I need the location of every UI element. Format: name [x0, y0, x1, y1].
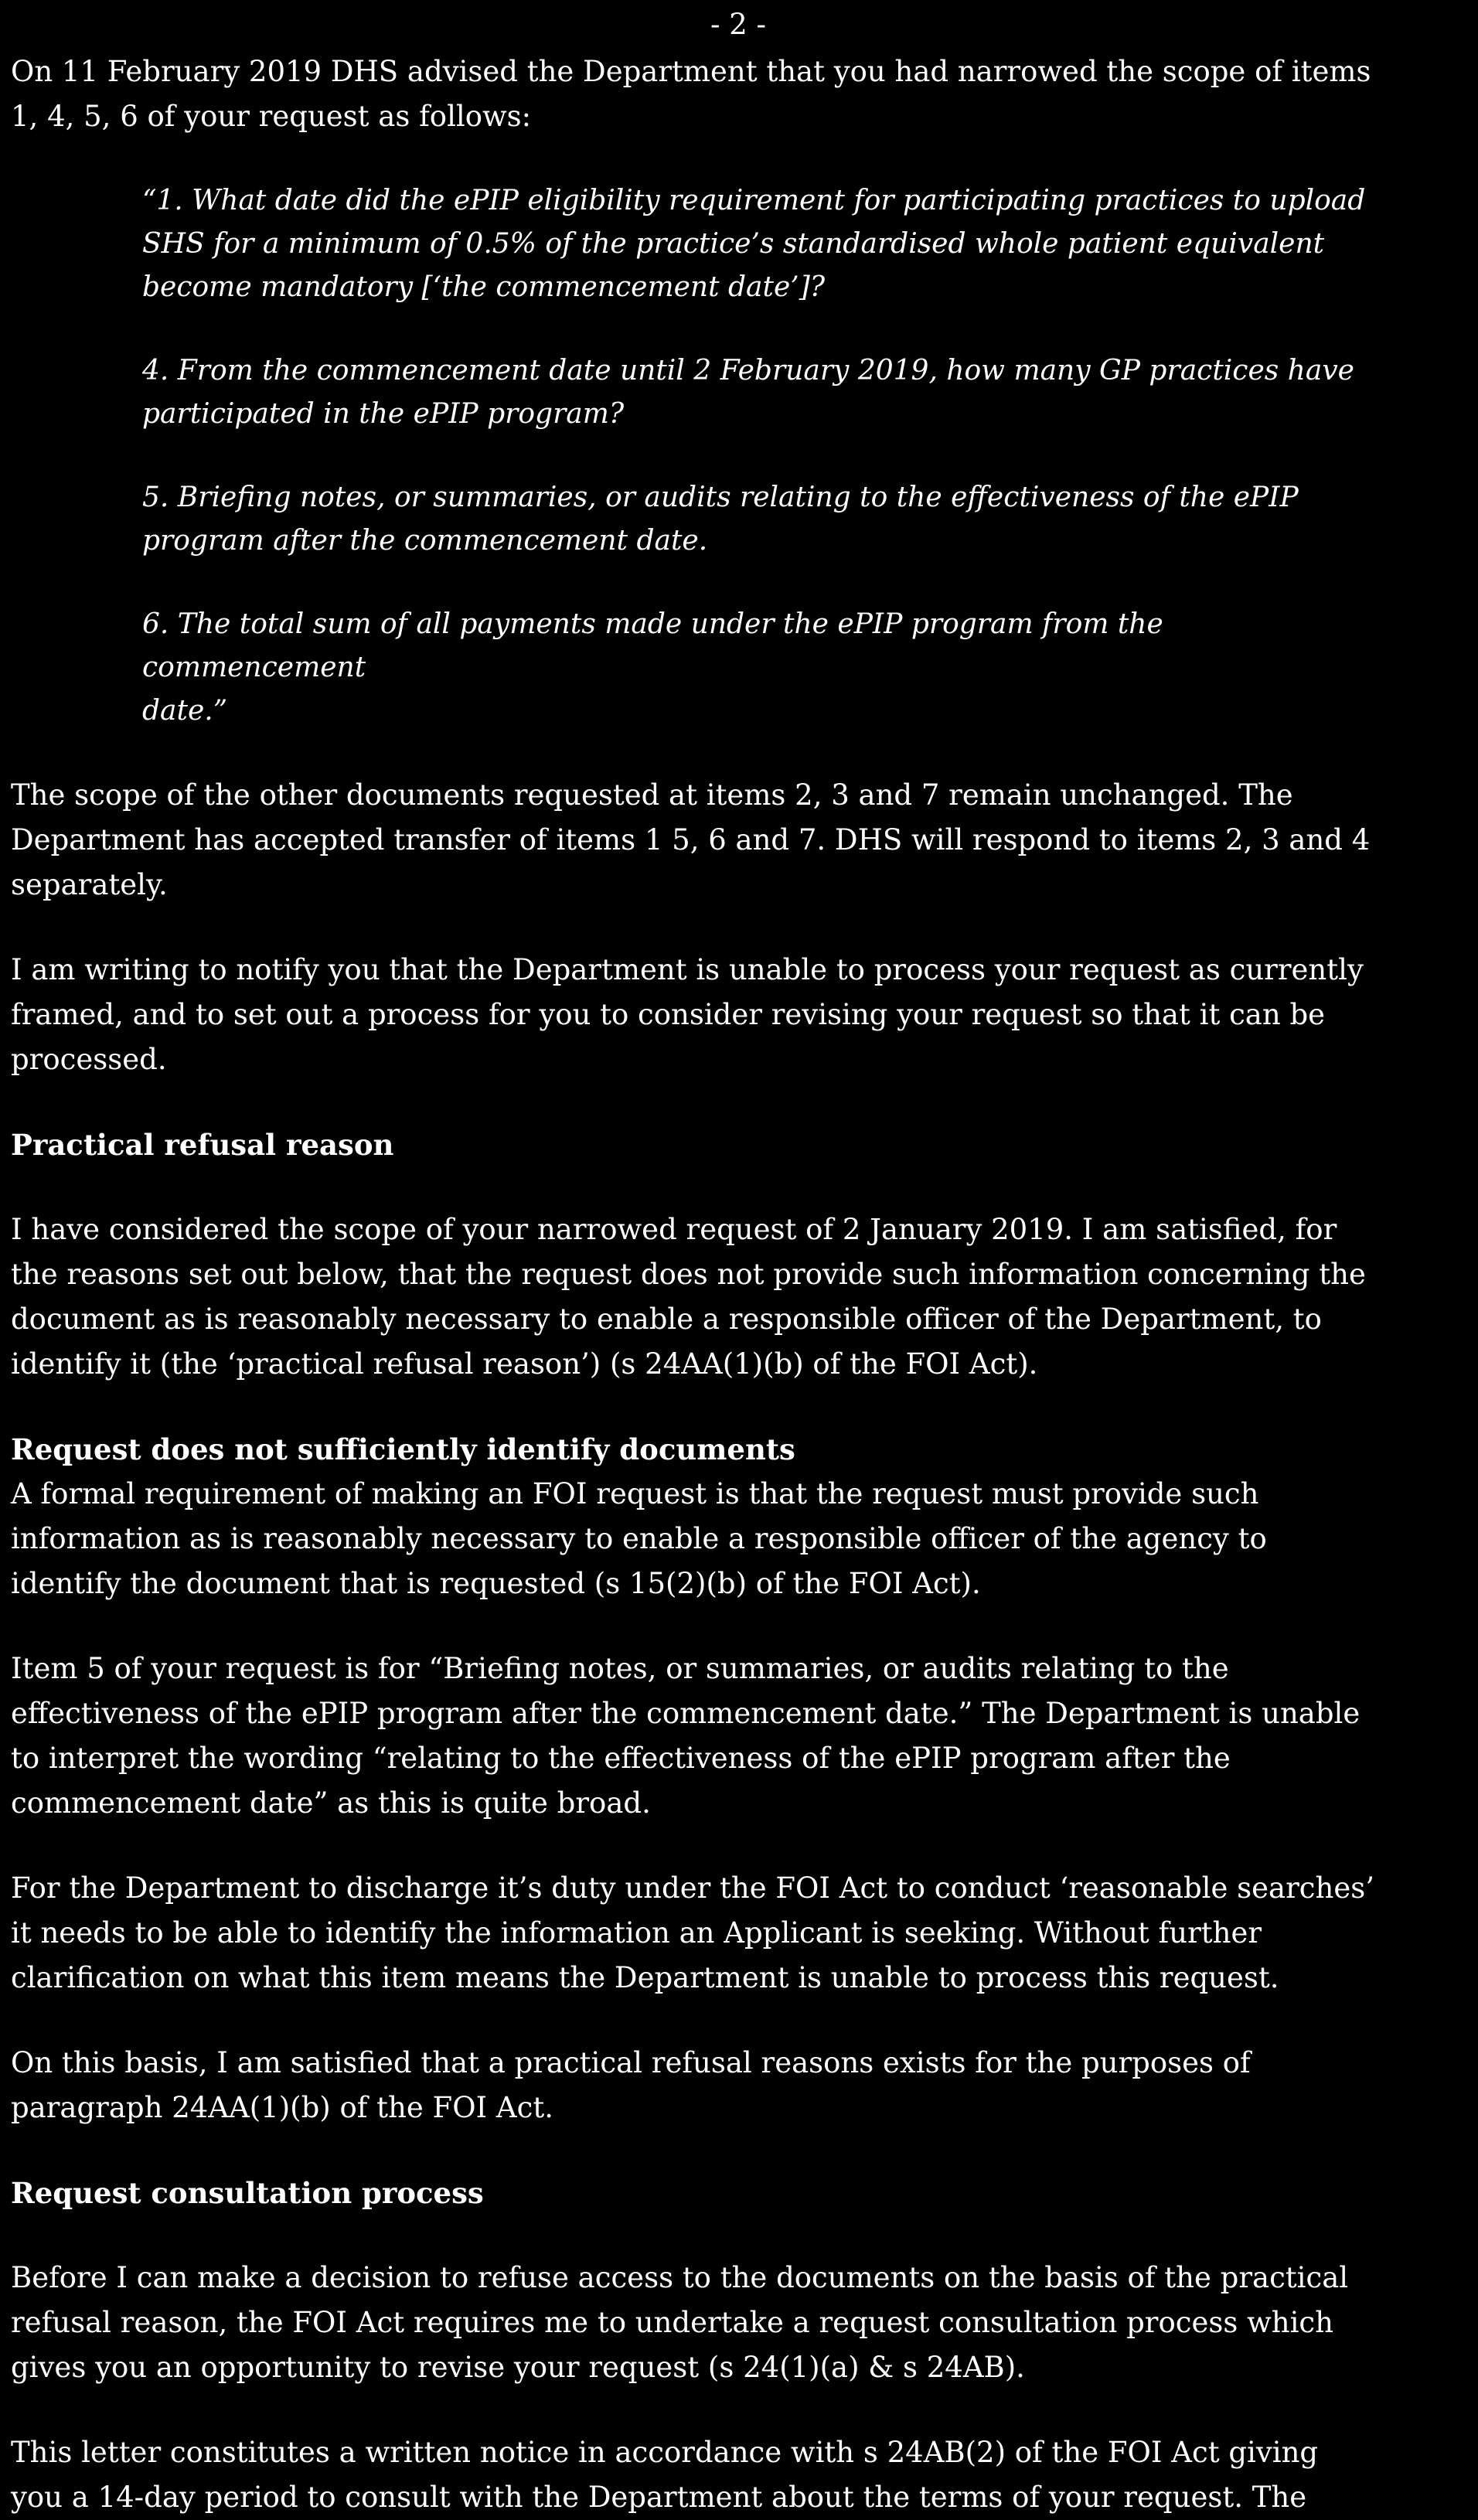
heading-consultation-process: Request consultation process [11, 2176, 484, 2210]
heading-practical-refusal: Practical refusal reason [11, 1128, 394, 1162]
item5-paragraph: Item 5 of your request is for “Briefing notes, or summaries, or audits relating to the effectiveness of the ePIP program after the commencement date.” The Department is unable to interpret the wording “relating to the effectiveness of the ePIP program after the commencement date” as this is quite broad. [11, 1652, 1361, 1820]
intro-paragraph: On 11 February 2019 DHS advised the Department that you had narrowed the scope of items 1, 4, 5, 6 of your request as follows: [11, 55, 1371, 133]
considered-paragraph: I have considered the scope of your narrowed request of 2 January 2019. I am satisfied, for the reasons set out below, that the request does not provide such information concerning the document as is reasonably necessary to enable a responsible officer of the Department, to identify it (the ‘practical refusal reason’) (s 24AA(1)(b) of the FOI Act). [11, 1213, 1366, 1381]
basis-paragraph: On this basis, I am satisfied that a practical refusal reasons exists for the purposes of paragraph 24AA(1)(b) of the FOI Act. [11, 2046, 1251, 2124]
scope-paragraph: The scope of the other documents requested at items 2, 3 and 7 remain unchanged. The Department has accepted transfer of items 1 5, 6 and 7. DHS will respond to items 2, 3 and 4 separately. [11, 778, 1371, 901]
before-paragraph: Before I can make a decision to refuse access to the documents on the basis of the practical refusal reason, the FOI Act requires me to undertake a request consultation process which gives you an opportunity to revise your request (s 24(1)(a) & s 24AB). [11, 2261, 1349, 2384]
written-notice-paragraph: This letter constitutes a written notice in accordance with s 24AB(2) of the FOI Act giving you a 14-day period to consult with the Department about the terms of your request. The [11, 2436, 1319, 2514]
heading-identify-documents: Request does not sufficiently identify documents [11, 1432, 795, 1466]
formal-requirement-paragraph: A formal requirement of making an FOI request is that the request must provide such information as is reasonably necessary to enable a responsible officer of the agency to identify the document that is requested (s 15(2)(b) of the FOI Act). [11, 1477, 1267, 1600]
narrowed-scope-quote [142, 179, 1379, 733]
quote-item-6: 6. The total sum of all payments made under the ePIP program from the commencement date.” [142, 608, 1163, 727]
quote-item-5: 5. Briefing notes, or summaries, or audits relating to the effectiveness of the ePIP program after the commencement date. [142, 482, 1299, 557]
page-number: - 2 - [710, 8, 767, 41]
quote-item-1: “1. What date did the ePIP eligibility requirement for participating practices to upload SHS for a minimum of 0.5% of the practice’s standardised whole patient equivalent become mandatory [‘the commencement date’]? [142, 185, 1366, 303]
quote-item-4: 4. From the commencement date until 2 February 2019, how many GP practices have participated in the ePIP program? [142, 355, 1354, 430]
letter-page [11, 0, 1472, 2520]
notify-paragraph: I am writing to notify you that the Department is unable to process your request as currently framed, and to set out a process for you to consider revising your request so that it can be processed. [11, 953, 1364, 1076]
discharge-paragraph: For the Department to discharge it’s duty under the FOI Act to conduct ‘reasonable searches’ it needs to be able to identify the information an Applicant is seeking. Without further clarification on what this item means the Department is unable to process this request. [11, 1871, 1375, 1994]
